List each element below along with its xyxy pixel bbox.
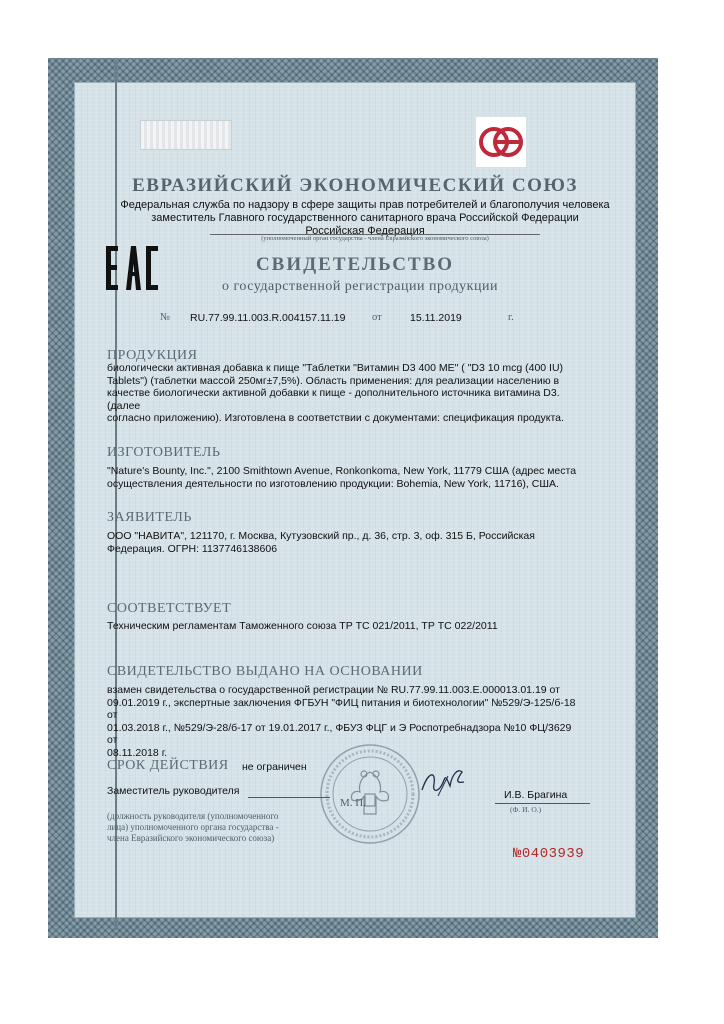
validity-heading: СРОК ДЕЙСТВИЯ	[107, 758, 229, 773]
manufacturer-line: осуществления деятельности по изготовлению продукции: Bohemia, New York, 11716), США.	[107, 477, 559, 490]
scan-fold-line	[115, 60, 117, 930]
conforms-heading: СООТВЕТСТВУЕТ	[107, 601, 232, 616]
certificate-title: СВИДЕТЕЛЬСТВО	[255, 254, 455, 275]
authority-line-2: заместитель Главного государственного санитарного врача Российской Федерации	[151, 212, 579, 224]
product-line: Tablets") (таблетки массой 250мг±7,5%). Область применения: для реализации населению в	[107, 374, 560, 387]
year-suffix: г.	[508, 312, 514, 323]
name-caption: (Ф. И. О.)	[510, 805, 542, 814]
signature-mark	[418, 762, 468, 802]
manufacturer-line: "Nature's Bounty, Inc.", 2100 Smithtown Avenue, Ronkonkoma, New York, 11779 США (адрес места	[107, 465, 577, 477]
position-caption-line: члена Евразийского экономического союза)	[107, 833, 275, 843]
authority-caption: (уполномоченный орган государства - члена Евразийского экономического союза)	[261, 235, 489, 242]
applicant-text	[107, 530, 577, 555]
basis-line: взамен свидетельства о государственной регистрации № RU.77.99.11.003.Е.000013.01.19 от	[107, 684, 560, 696]
certificate-number: RU.77.99.11.003.R.004157.11.19	[190, 312, 346, 324]
signature-line	[248, 797, 330, 798]
issuing-authority	[120, 199, 610, 238]
manufacturer-text	[107, 465, 577, 490]
product-line: биологически активная добавка к пище "Таблетки "Витамин D3 400 МЕ" ( "D3 10 mcg (400 IU)	[107, 362, 564, 374]
hologram-sticker	[140, 120, 232, 150]
signatory-position: Заместитель руководителя	[107, 785, 240, 797]
basis-heading: СВИДЕТЕЛЬСТВО ВЫДАНО НА ОСНОВАНИИ	[107, 664, 423, 679]
name-underline	[495, 803, 590, 804]
signatory-name: И.В. Брагина	[504, 789, 568, 801]
basis-line: 01.03.2018 г., №529/Э-28/б-17 от 19.01.2017 г., ФБУЗ ФЦГ и Э Роспотребнадзора №10 ФЦ/3629 от	[107, 721, 572, 746]
applicant-heading: ЗАЯВИТЕЛЬ	[107, 510, 192, 525]
number-label: №	[160, 312, 171, 323]
product-line: согласно приложению). Изготовлена в соответствии с документами: спецификация продукта.	[107, 412, 564, 424]
applicant-line: Федерация. ОГРН: 1137746138606	[107, 542, 278, 555]
product-text	[107, 362, 577, 425]
position-caption-line: (должность руководителя (уполномоченного	[107, 811, 279, 821]
authority-line-3: Российская Федерация	[305, 225, 425, 237]
eac-mark-icon	[104, 242, 160, 294]
manufacturer-heading: ИЗГОТОВИТЕЛЬ	[107, 445, 221, 460]
conforms-text	[107, 620, 577, 633]
certificate-subtitle: о государственной регистрации продукции	[222, 279, 498, 294]
applicant-line: ООО "НАВИТА", 121170, г. Москва, Кутузовский пр., д. 36, стр. 3, оф. 315 Б, Российская	[107, 530, 535, 542]
position-caption	[107, 811, 347, 844]
validity-value: не ограничен	[242, 761, 307, 773]
basis-line: 09.01.2019 г., экспертные заключения ФГБУН "ФИЦ питания и биотехнологии" №529/Э-125/б-18 от	[107, 696, 576, 721]
stamp-label: М. П.	[340, 797, 366, 809]
product-line: качестве биологически активной добавки к пище - дополнительного источника витамина D3. (далее	[107, 387, 560, 412]
date-from-label: от	[372, 312, 382, 323]
certificate-date: 15.11.2019	[410, 312, 462, 324]
conforms-line: Техническим регламентам Таможенного союза ТР ТС 021/2011, ТР ТС 022/2011	[107, 620, 498, 632]
serial-number: №0403939	[513, 846, 585, 862]
product-heading: ПРОДУКЦИЯ	[107, 348, 198, 363]
basis-line: 08.11.2018 г.	[107, 746, 168, 759]
se-logo-icon	[475, 116, 527, 168]
union-title: ЕВРАЗИЙСКИЙ ЭКОНОМИЧЕСКИЙ СОЮЗ	[132, 175, 578, 196]
position-caption-line: лица) уполномоченного органа государства -	[107, 822, 279, 832]
authority-line-1: Федеральная служба по надзору в сфере защиты прав потребителей и благополучия человека	[120, 199, 610, 211]
